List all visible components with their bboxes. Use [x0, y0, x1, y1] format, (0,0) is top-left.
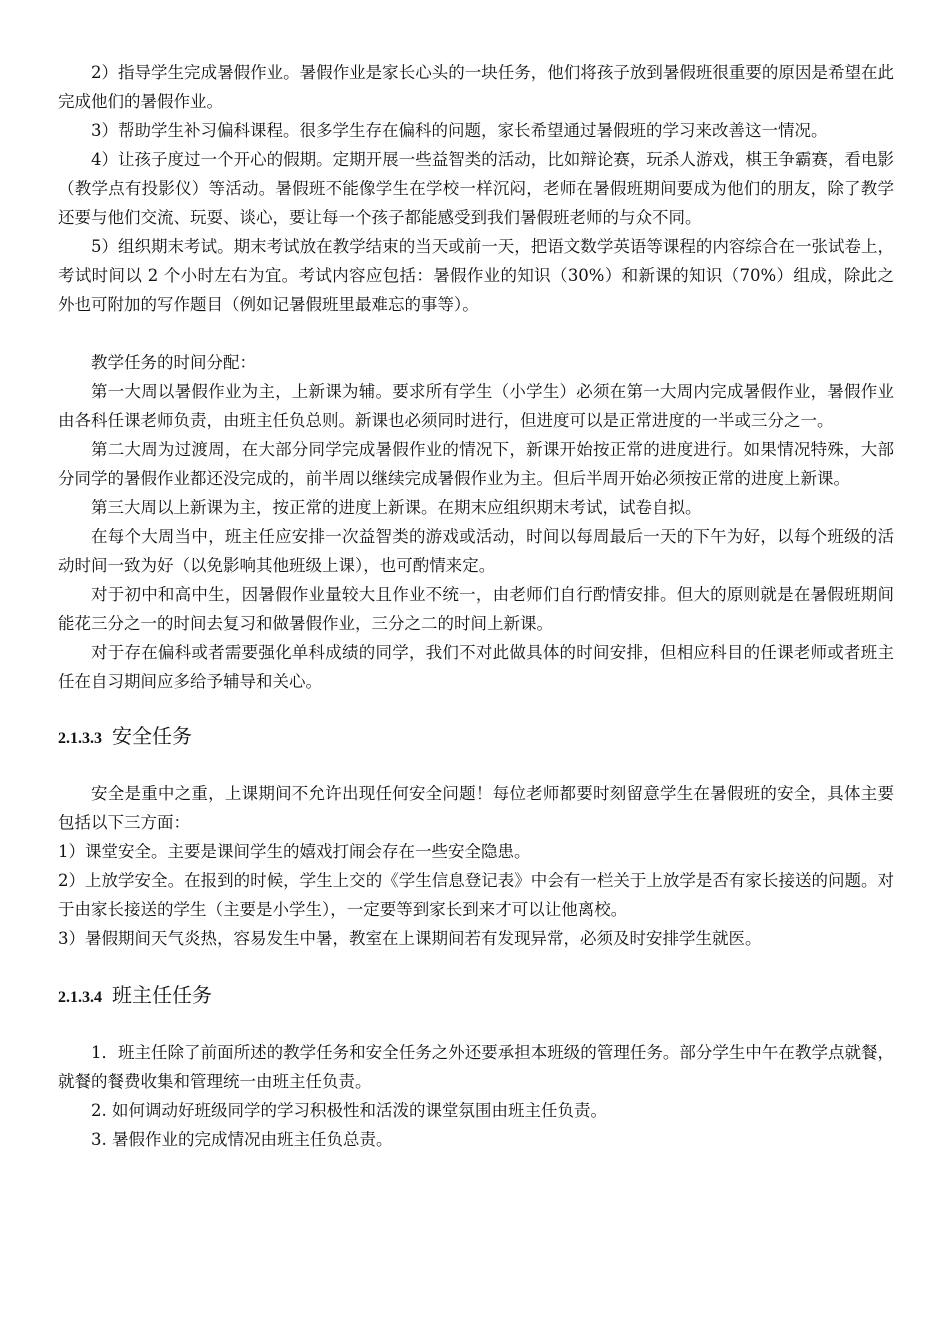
section-number: 2.1.3.3 — [58, 730, 102, 747]
time-allocation-secondary: 对于初中和高中生，因暑假作业量较大且作业不统一，由老师们自行酌情安排。但大的原则就是在暑假班期间能花三分之一的时间去复习和做暑假作业，三分之二的时间上新课。 — [58, 585, 894, 633]
safety-intro: 安全是重中之重，上课期间不允许出现任何安全问题！每位老师都要时刻留意学生在暑假班的安全，具体主要包括以下三方面： — [58, 784, 894, 832]
safety-item-commute: 2）上放学安全。在报到的时候，学生上交的《学生信息登记表》中会有一栏关于上放学是否有家长接送的问题。对于由家长接送的学生（主要是小学生），一定要等到家长到来才可以让他离校。 — [58, 871, 894, 919]
time-allocation-weak-subjects: 对于存在偏科或者需要强化单科成绩的同学，我们不对此做具体的时间安排，但相应科目的任课老师或者班主任在自习期间应多给予辅导和关心。 — [58, 643, 894, 691]
spacer — [58, 749, 894, 779]
paragraph-homework-guidance: 2）指导学生完成暑假作业。暑假作业是家长心头的一块任务，他们将孩子放到暑假班很重要的原因是希望在此完成他们的暑假作业。 — [58, 63, 894, 111]
time-allocation-week-3: 第三大周以上新课为主，按正常的进度上新课。在期末应组织期末考试，试卷自拟。 — [91, 498, 702, 517]
time-allocation-activities: 在每个大周当中，班主任应安排一次益智类的游戏或活动，时间以每周最后一天的下午为好，以每个班级的活动时间一致为好（以免影响其他班级上课），也可酌情来定。 — [58, 527, 894, 575]
section-heading-head-teacher — [58, 979, 894, 1008]
safety-item-heat: 3）暑假期间天气炎热，容易发生中暑，教室在上课期间若有发现异常，必须及时安排学生就医。 — [58, 929, 762, 948]
section-title: 班主任任务 — [112, 983, 212, 1007]
section-number: 2.1.3.4 — [58, 989, 102, 1006]
head-teacher-item-homework: 3. 暑假作业的完成情况由班主任负总责。 — [91, 1130, 393, 1149]
paragraph-happy-holiday: 4）让孩子度过一个开心的假期。定期开展一些益智类的活动，比如辩论赛，玩杀人游戏，棋王争霸赛，看电影（教学点有投影仪）等活动。暑假班不能像学生在学校一样沉闷，老师在暑假班期间要成为他们的朋友，除了教学还要与他们交流、玩耍、谈心，要让每一个孩子都能感受到我们暑假班老师的与众不同。 — [58, 150, 894, 227]
spacer — [58, 319, 894, 348]
head-teacher-item-management: 1．班主任除了前面所述的教学任务和安全任务之外还要承担本班级的管理任务。部分学生中午在教学点就餐，就餐的餐费收集和管理统一由班主任负责。 — [58, 1043, 894, 1091]
section-heading-safety — [58, 720, 894, 749]
paragraph-remedial-courses-text: 3）帮助学生补习偏科课程。很多学生存在偏科的问题，家长希望通过暑假班的学习来改善这一情况。 — [91, 121, 828, 140]
document-page — [58, 58, 894, 1154]
paragraph-remedial-courses — [58, 116, 894, 145]
time-allocation-week-2: 第二大周为过渡周，在大部分同学完成暑假作业的情况下，新课开始按正常的进度进行。如果情况特殊，大部分同学的暑假作业都还没完成的，前半周以继续完成暑假作业为主。但后半周开始必须按正常的进度上新课。 — [58, 440, 894, 488]
spacer — [58, 1008, 894, 1038]
section-title: 安全任务 — [112, 724, 192, 748]
time-allocation-week-1: 第一大周以暑假作业为主，上新课为辅。要求所有学生（小学生）必须在第一大周内完成暑假作业，暑假作业由各科任课老师负责，由班主任负总则。新课也必须同时进行，但进度可以是正常进度的一半或三分之一。 — [58, 382, 894, 430]
spacer — [58, 953, 894, 979]
head-teacher-item-atmosphere: 2. 如何调动好班级同学的学习积极性和活泼的课堂氛围由班主任负责。 — [91, 1101, 607, 1120]
safety-item-classroom: 1）课堂安全。主要是课间学生的嬉戏打闹会存在一些安全隐患。 — [58, 842, 531, 861]
time-allocation-title: 教学任务的时间分配： — [91, 353, 256, 372]
spacer — [58, 696, 894, 720]
paragraph-final-exam: 5）组织期末考试。期末考试放在教学结束的当天或前一天，把语文数学英语等课程的内容综合在一张试卷上，考试时间以 2 个小时左右为宜。考试内容应包括：暑假作业的知识（30%）和新课的知识（70%）组成，除此之外也可附加的写作题目（例如记暑假班里最难忘的事等）。 — [58, 237, 894, 314]
